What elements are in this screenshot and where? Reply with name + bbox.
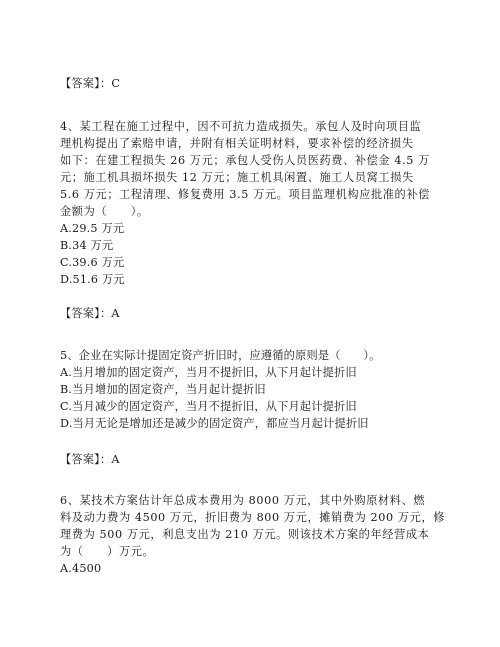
question-text-line: 为（ ）万元。	[60, 545, 155, 558]
question-text-line: 元；施工机具损坏损失 12 万元；施工机具闲置、施工人员窝工损失	[60, 171, 414, 184]
question-text-line: 理机构提出了索赔申请，并附有相关证明材料，要求补偿的经济损失	[60, 137, 414, 150]
question-text-line: 5.6 万元；工程清理、修复费用 3.5 万元。项目监理机构应批准的补偿	[60, 188, 430, 201]
answer-label: 【答案】：A	[60, 453, 120, 466]
option-c: C.39.6 万元	[60, 256, 125, 269]
question-text-line: 金额为（ ）。	[60, 205, 149, 218]
option-d: D.当月无论是增加还是减少的固定资产，都应当月起计提折旧	[60, 417, 369, 430]
question-text-line: 5、企业在实际计提固定资产折旧时，应遵循的原则是（ ）。	[60, 349, 381, 362]
option-a: A.29.5 万元	[60, 222, 125, 235]
question-text-line: 4、某工程在施工过程中，因不可抗力造成损失。承包人及时向项目监	[60, 120, 422, 133]
option-d: D.51.6 万元	[60, 273, 125, 286]
option-b: B.34 万元	[60, 239, 114, 252]
option-b: B.当月增加的固定资产，当月起计提折旧	[60, 383, 266, 396]
answer-label: 【答案】：C	[60, 77, 121, 90]
option-c: C.当月减少的固定资产，当月不提折旧，从下月起计提折旧	[60, 400, 357, 413]
option-a: A.4500	[60, 562, 102, 575]
question-text-line: 料及动力费为 4500 万元，折旧费为 800 万元，摊销费为 200 万元，修	[60, 511, 446, 524]
question-text-line: 理费为 500 万元，利息支出为 210 万元。则该技术方案的年经营成本	[60, 528, 430, 541]
option-a: A.当月增加的固定资产，当月不提折旧，从下月起计提折旧	[60, 366, 357, 379]
question-text-line: 6、某技术方案估计年总成本费用为 8000 万元，其中外购原材料、燃	[60, 494, 426, 507]
question-text-line: 如下：在建工程损失 26 万元；承包人受伤人员医药费、补偿金 4.5 万	[60, 154, 430, 167]
answer-label: 【答案】：A	[60, 307, 120, 320]
